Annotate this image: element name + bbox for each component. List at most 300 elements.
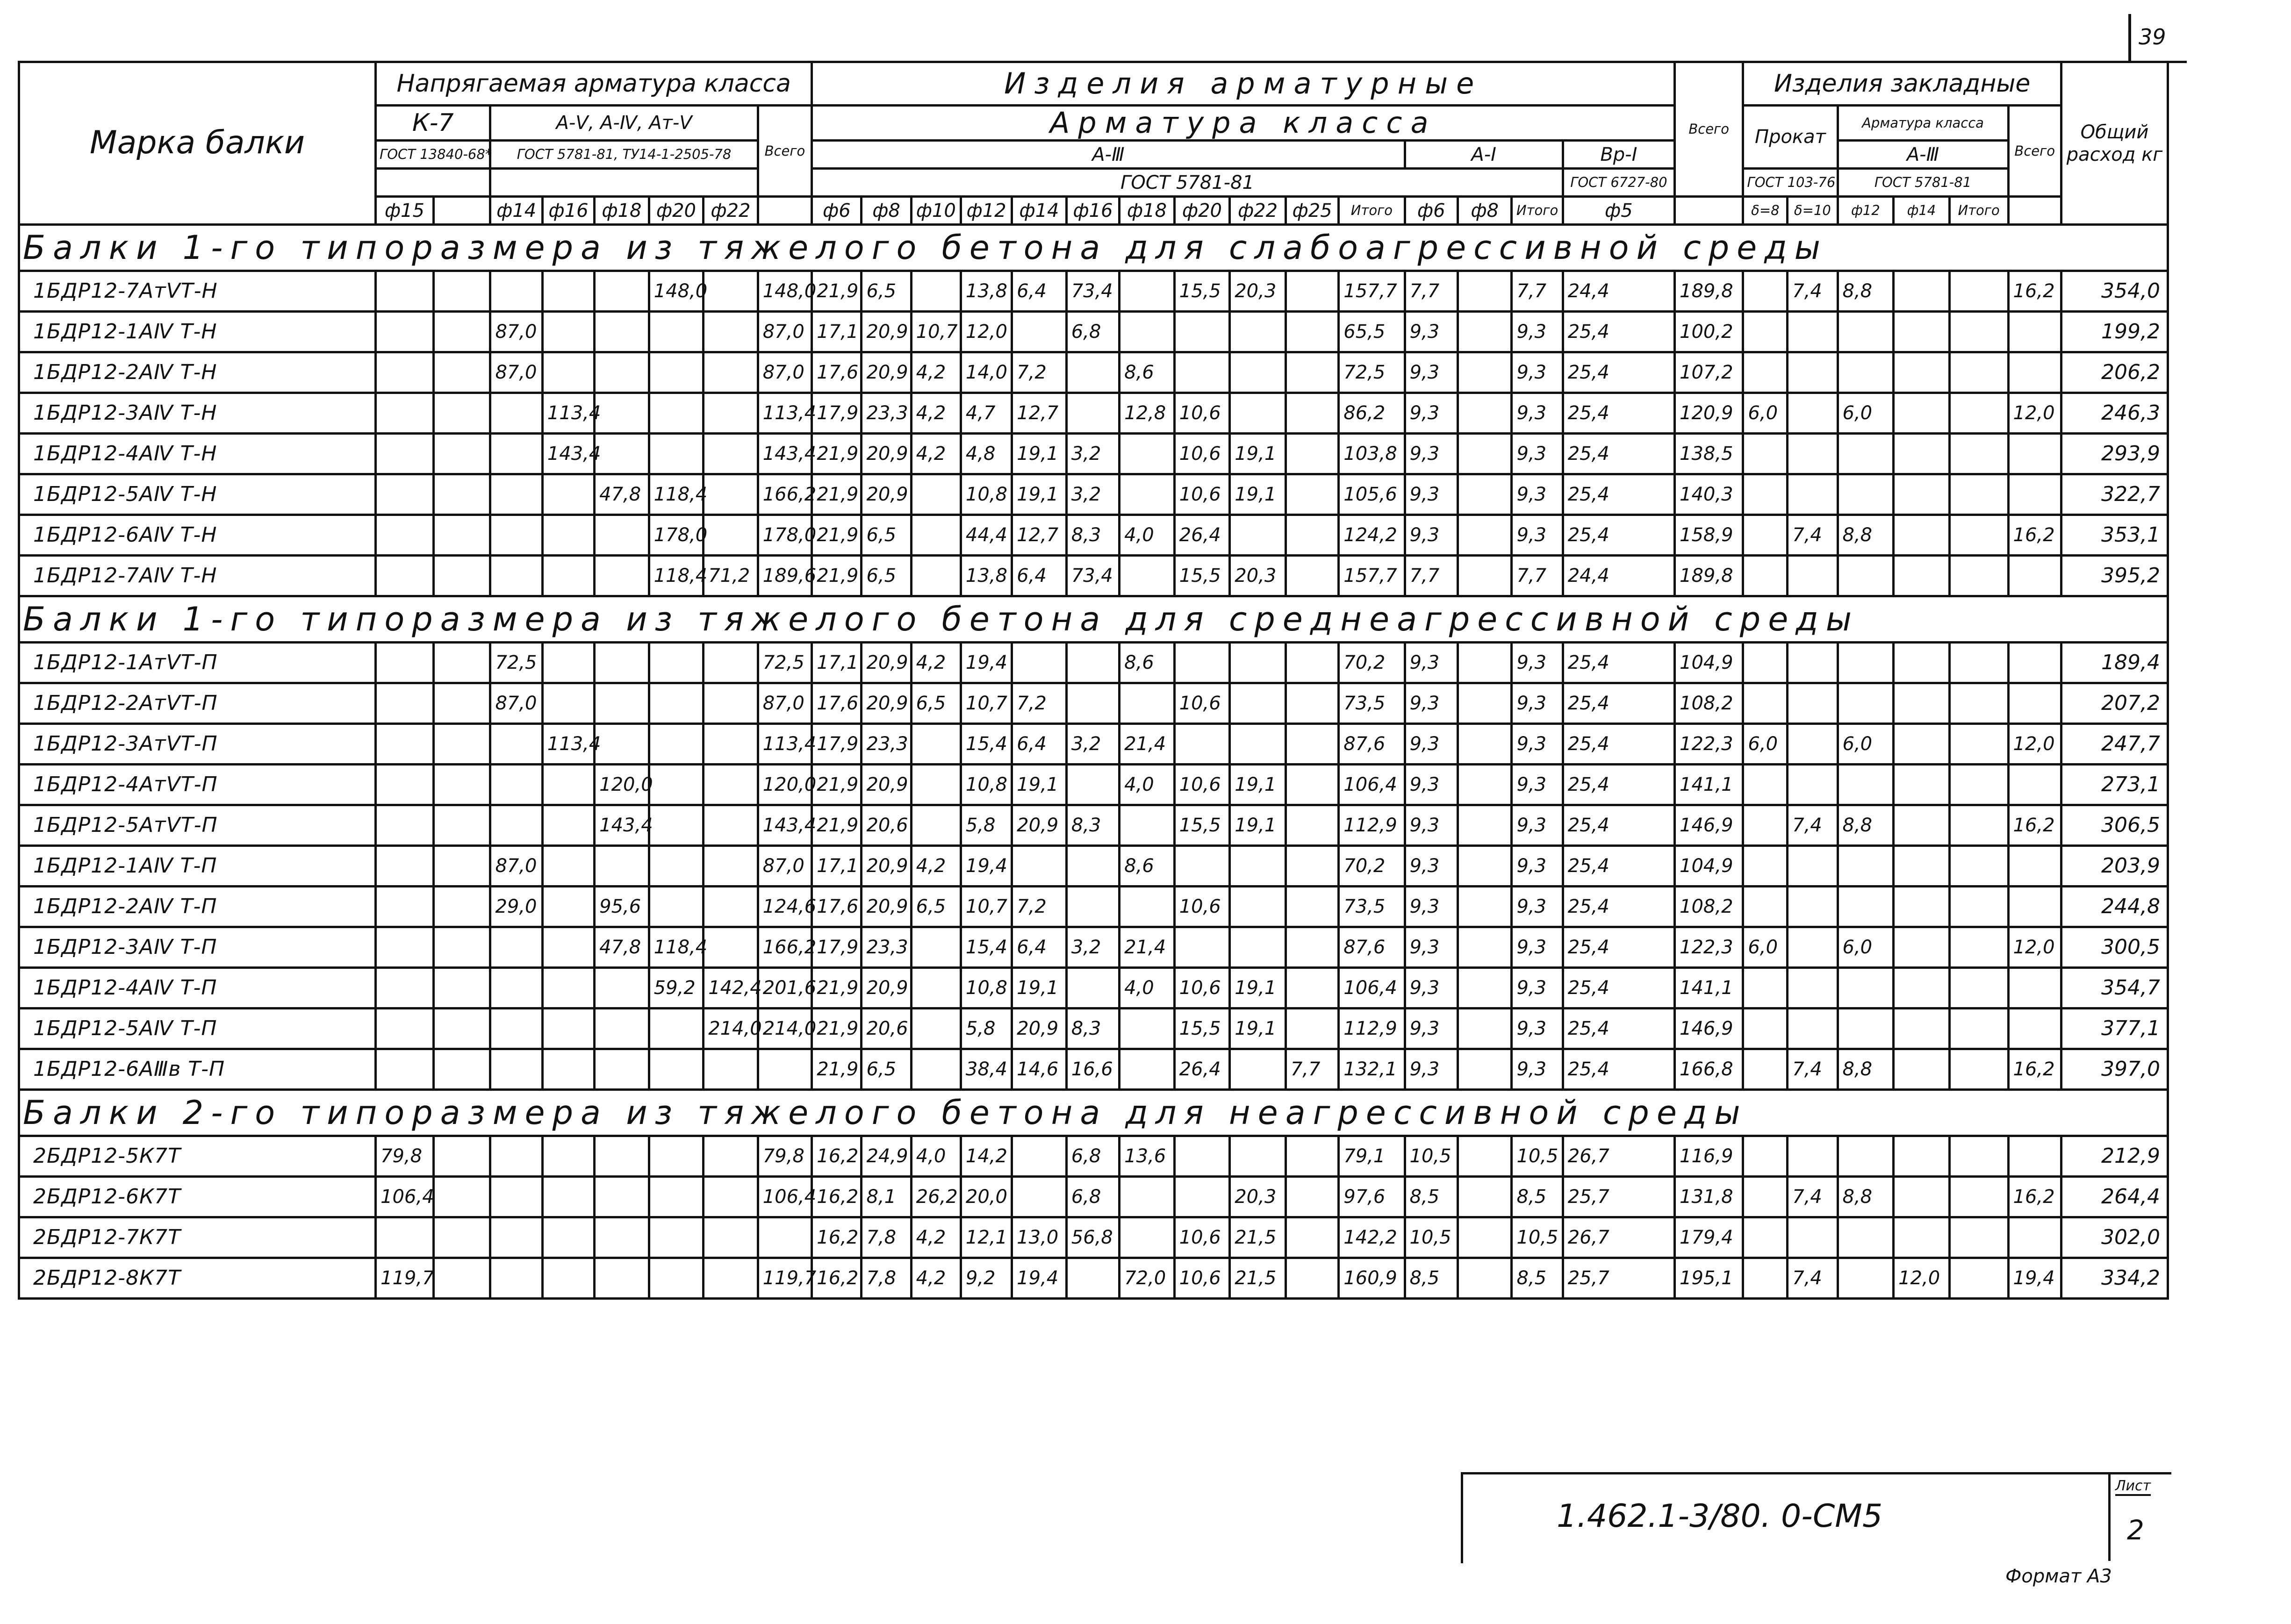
- value-cell: [1286, 1258, 1338, 1299]
- value-cell: 16,2: [2008, 1049, 2061, 1090]
- value-cell: [490, 1177, 542, 1217]
- value-cell: [376, 434, 434, 474]
- value-cell: 9,3: [1405, 393, 1458, 434]
- value-cell: 16,6: [1066, 1049, 1119, 1090]
- value-cell: 20,9: [862, 887, 911, 927]
- value-cell: [1788, 927, 1838, 968]
- value-cell: [1743, 1049, 1788, 1090]
- value-cell: [1894, 765, 1950, 805]
- value-cell: 19,4: [2008, 1258, 2061, 1299]
- value-cell: 21,4: [1120, 927, 1175, 968]
- value-cell: [376, 271, 434, 312]
- value-cell: 106,4: [758, 1177, 812, 1217]
- value-cell: 97,6: [1339, 1177, 1405, 1217]
- header-a-classes: А-Ⅴ, А-Ⅳ, Ат-Ⅴ: [490, 106, 758, 141]
- value-cell: 24,4: [1563, 271, 1674, 312]
- table-row: [19, 683, 2168, 724]
- header-gost-5781-zakl: ГОСТ 5781-81: [1838, 169, 2008, 197]
- total-cell: 377,1: [2061, 1009, 2168, 1049]
- value-cell: [1120, 1177, 1175, 1217]
- header-b8: δ=8: [1743, 197, 1788, 225]
- value-cell: 9,3: [1512, 312, 1563, 352]
- value-cell: [704, 805, 758, 846]
- header-gost-k7-spacer: [376, 169, 490, 197]
- value-cell: [1894, 312, 1950, 352]
- value-cell: 4,2: [911, 434, 961, 474]
- value-cell: 21,9: [812, 515, 862, 556]
- value-cell: [1838, 434, 1894, 474]
- value-cell: [2008, 474, 2061, 515]
- value-cell: [1286, 968, 1338, 1009]
- value-cell: [1286, 434, 1338, 474]
- value-cell: [2008, 683, 2061, 724]
- value-cell: 3,2: [1066, 724, 1119, 765]
- value-cell: 4,2: [911, 1217, 961, 1258]
- value-cell: [1286, 765, 1338, 805]
- value-cell: 25,4: [1563, 312, 1674, 352]
- value-cell: [1838, 1258, 1894, 1299]
- value-cell: 87,0: [758, 846, 812, 887]
- value-cell: 12,0: [2008, 393, 2061, 434]
- value-cell: 8,8: [1838, 1177, 1894, 1217]
- value-cell: 9,3: [1405, 887, 1458, 927]
- value-cell: 201,6: [758, 968, 812, 1009]
- value-cell: [649, 1217, 704, 1258]
- value-cell: 4,8: [961, 434, 1012, 474]
- value-cell: 23,3: [862, 393, 911, 434]
- value-cell: 25,4: [1563, 643, 1674, 683]
- value-cell: 9,3: [1405, 927, 1458, 968]
- value-cell: 9,3: [1405, 968, 1458, 1009]
- value-cell: [433, 805, 490, 846]
- value-cell: [376, 352, 434, 393]
- value-cell: [704, 1258, 758, 1299]
- value-cell: 4,2: [911, 352, 961, 393]
- value-cell: 112,9: [1339, 1009, 1405, 1049]
- value-cell: [1458, 1049, 1511, 1090]
- value-cell: 29,0: [490, 887, 542, 927]
- value-cell: 9,3: [1512, 887, 1563, 927]
- value-cell: 20,9: [862, 643, 911, 683]
- value-cell: 25,4: [1563, 765, 1674, 805]
- beam-mark: 1БДР12-4АⅣ Т-П: [19, 968, 376, 1009]
- header-d22p: ф22: [704, 197, 758, 225]
- value-cell: 6,0: [1838, 927, 1894, 968]
- value-cell: [758, 1217, 812, 1258]
- value-cell: 7,8: [862, 1258, 911, 1299]
- table-row: [19, 515, 2168, 556]
- value-cell: [433, 1136, 490, 1177]
- value-cell: 7,4: [1788, 1258, 1838, 1299]
- value-cell: [542, 643, 594, 683]
- value-cell: [1012, 312, 1067, 352]
- value-cell: [1286, 643, 1338, 683]
- value-cell: 9,3: [1512, 434, 1563, 474]
- value-cell: [1120, 887, 1175, 927]
- value-cell: [911, 1009, 961, 1049]
- value-cell: 23,3: [862, 724, 911, 765]
- value-cell: 143,4: [758, 805, 812, 846]
- value-cell: [1458, 1177, 1511, 1217]
- value-cell: [1949, 643, 2008, 683]
- value-cell: [649, 393, 704, 434]
- value-cell: 10,6: [1174, 887, 1230, 927]
- value-cell: 20,9: [862, 765, 911, 805]
- value-cell: [542, 887, 594, 927]
- value-cell: [2008, 1009, 2061, 1049]
- header-d12z: ф12: [1838, 197, 1894, 225]
- total-cell: 212,9: [2061, 1136, 2168, 1177]
- value-cell: 132,1: [1339, 1049, 1405, 1090]
- value-cell: [1458, 352, 1511, 393]
- table-row: [19, 968, 2168, 1009]
- header-obshiy: Общий расход кг: [2061, 62, 2168, 225]
- value-cell: 87,0: [758, 312, 812, 352]
- value-cell: [1838, 556, 1894, 596]
- value-cell: [1838, 1136, 1894, 1177]
- value-cell: 7,4: [1788, 805, 1838, 846]
- value-cell: [1838, 474, 1894, 515]
- value-cell: [433, 765, 490, 805]
- header-marka: Марка балки: [19, 62, 376, 225]
- value-cell: [1458, 1258, 1511, 1299]
- value-cell: 9,3: [1512, 805, 1563, 846]
- value-cell: [1788, 846, 1838, 887]
- value-cell: [490, 271, 542, 312]
- value-cell: [595, 556, 649, 596]
- value-cell: [433, 352, 490, 393]
- beam-mark: 1БДР12-6АⅣ Т-Н: [19, 515, 376, 556]
- value-cell: 25,7: [1563, 1177, 1674, 1217]
- value-cell: [1838, 643, 1894, 683]
- value-cell: [1012, 1136, 1067, 1177]
- value-cell: 9,3: [1512, 1009, 1563, 1049]
- value-cell: [1788, 643, 1838, 683]
- value-cell: 138,5: [1675, 434, 1743, 474]
- value-cell: 15,5: [1174, 271, 1230, 312]
- value-cell: 6,5: [862, 556, 911, 596]
- table-row: [19, 271, 2168, 312]
- table-row: [19, 927, 2168, 968]
- value-cell: [1949, 683, 2008, 724]
- value-cell: [376, 1217, 434, 1258]
- value-cell: 25,4: [1563, 724, 1674, 765]
- value-cell: [1838, 887, 1894, 927]
- value-cell: 12,7: [1012, 393, 1067, 434]
- beam-mark: 1БДР12-7АтⅤТ-Н: [19, 271, 376, 312]
- header-armatura-klassa: Арматура класса: [812, 106, 1675, 141]
- value-cell: [1743, 271, 1788, 312]
- value-cell: [1949, 887, 2008, 927]
- value-cell: 143,4: [542, 434, 594, 474]
- value-cell: 9,3: [1405, 643, 1458, 683]
- value-cell: 6,4: [1012, 724, 1067, 765]
- value-cell: 4,0: [1120, 515, 1175, 556]
- value-cell: [1286, 846, 1338, 887]
- value-cell: [704, 1177, 758, 1217]
- value-cell: 10,5: [1512, 1136, 1563, 1177]
- value-cell: [1788, 556, 1838, 596]
- value-cell: [704, 474, 758, 515]
- value-cell: 10,6: [1174, 393, 1230, 434]
- value-cell: [490, 1009, 542, 1049]
- value-cell: [490, 1217, 542, 1258]
- value-cell: [1066, 643, 1119, 683]
- value-cell: 9,3: [1405, 352, 1458, 393]
- value-cell: [649, 352, 704, 393]
- value-cell: [1230, 1136, 1286, 1177]
- value-cell: [1120, 556, 1175, 596]
- value-cell: [1174, 643, 1230, 683]
- value-cell: [1894, 1217, 1950, 1258]
- value-cell: 20,9: [862, 683, 911, 724]
- value-cell: [1066, 683, 1119, 724]
- value-cell: 8,3: [1066, 1009, 1119, 1049]
- value-cell: 9,3: [1405, 724, 1458, 765]
- value-cell: [1838, 1009, 1894, 1049]
- value-cell: 10,6: [1174, 1217, 1230, 1258]
- header-d6a1: ф6: [1405, 197, 1458, 225]
- value-cell: [595, 1136, 649, 1177]
- header-gost-6727: ГОСТ 6727-80: [1563, 169, 1674, 197]
- value-cell: [433, 515, 490, 556]
- value-cell: [649, 1258, 704, 1299]
- value-cell: [1120, 271, 1175, 312]
- value-cell: [542, 846, 594, 887]
- value-cell: 21,4: [1120, 724, 1175, 765]
- value-cell: [1743, 556, 1788, 596]
- value-cell: [433, 1217, 490, 1258]
- value-cell: [1286, 1177, 1338, 1217]
- value-cell: 87,0: [758, 352, 812, 393]
- value-cell: 13,8: [961, 556, 1012, 596]
- specification-table: [18, 61, 2169, 1300]
- value-cell: 146,9: [1675, 1009, 1743, 1049]
- value-cell: 7,4: [1788, 271, 1838, 312]
- value-cell: [542, 683, 594, 724]
- value-cell: 14,0: [961, 352, 1012, 393]
- value-cell: 158,9: [1675, 515, 1743, 556]
- value-cell: 140,3: [1675, 474, 1743, 515]
- value-cell: 6,5: [911, 683, 961, 724]
- value-cell: [1743, 1258, 1788, 1299]
- value-cell: 21,9: [812, 968, 862, 1009]
- value-cell: 120,0: [595, 765, 649, 805]
- value-cell: [1949, 805, 2008, 846]
- value-cell: [1788, 683, 1838, 724]
- value-cell: 20,9: [862, 312, 911, 352]
- value-cell: 9,3: [1512, 393, 1563, 434]
- value-cell: [433, 1177, 490, 1217]
- value-cell: 8,1: [862, 1177, 911, 1217]
- value-cell: [542, 556, 594, 596]
- value-cell: 6,5: [862, 271, 911, 312]
- value-cell: 10,6: [1174, 683, 1230, 724]
- value-cell: [704, 724, 758, 765]
- value-cell: 189,8: [1675, 556, 1743, 596]
- value-cell: 7,2: [1012, 887, 1067, 927]
- value-cell: 17,6: [812, 887, 862, 927]
- value-cell: [911, 724, 961, 765]
- value-cell: 10,6: [1174, 434, 1230, 474]
- value-cell: 166,2: [758, 474, 812, 515]
- value-cell: 106,4: [1339, 765, 1405, 805]
- header-d5: ф5: [1563, 197, 1674, 225]
- header-d15: ф15: [376, 197, 434, 225]
- value-cell: 10,6: [1174, 1258, 1230, 1299]
- value-cell: 113,4: [758, 393, 812, 434]
- header-empty: [2008, 197, 2061, 225]
- value-cell: [542, 805, 594, 846]
- value-cell: [1458, 765, 1511, 805]
- header-d14: ф14: [1012, 197, 1067, 225]
- value-cell: [1286, 927, 1338, 968]
- value-cell: [1174, 724, 1230, 765]
- value-cell: [490, 724, 542, 765]
- total-cell: 354,0: [2061, 271, 2168, 312]
- value-cell: 26,2: [911, 1177, 961, 1217]
- total-cell: 395,2: [2061, 556, 2168, 596]
- value-cell: [490, 1049, 542, 1090]
- value-cell: 19,1: [1230, 765, 1286, 805]
- value-cell: 16,2: [2008, 805, 2061, 846]
- value-cell: 19,1: [1230, 805, 1286, 846]
- value-cell: [1230, 846, 1286, 887]
- value-cell: 25,4: [1563, 515, 1674, 556]
- value-cell: [1286, 1136, 1338, 1177]
- value-cell: 19,1: [1012, 765, 1067, 805]
- value-cell: [1949, 1217, 2008, 1258]
- value-cell: 7,7: [1286, 1049, 1338, 1090]
- value-cell: 214,0: [704, 1009, 758, 1049]
- value-cell: 21,9: [812, 556, 862, 596]
- value-cell: [911, 1049, 961, 1090]
- value-cell: 120,9: [1675, 393, 1743, 434]
- table-row: [19, 805, 2168, 846]
- value-cell: 6,0: [1838, 724, 1894, 765]
- value-cell: 15,5: [1174, 1009, 1230, 1049]
- value-cell: 8,6: [1120, 643, 1175, 683]
- value-cell: [1458, 1217, 1511, 1258]
- value-cell: 19,4: [1012, 1258, 1067, 1299]
- value-cell: 72,5: [758, 643, 812, 683]
- value-cell: 116,9: [1675, 1136, 1743, 1177]
- value-cell: [2008, 312, 2061, 352]
- value-cell: [704, 765, 758, 805]
- header-d12: ф12: [961, 197, 1012, 225]
- table-row: [19, 1258, 2168, 1299]
- value-cell: 8,3: [1066, 805, 1119, 846]
- header-d14z: ф14: [1894, 197, 1950, 225]
- value-cell: 87,0: [758, 683, 812, 724]
- value-cell: [1230, 643, 1286, 683]
- value-cell: [595, 846, 649, 887]
- value-cell: [1286, 1009, 1338, 1049]
- value-cell: 106,4: [1339, 968, 1405, 1009]
- value-cell: 25,4: [1563, 846, 1674, 887]
- value-cell: [376, 805, 434, 846]
- value-cell: 157,7: [1339, 271, 1405, 312]
- value-cell: 25,4: [1563, 352, 1674, 393]
- value-cell: [1949, 271, 2008, 312]
- value-cell: [1743, 643, 1788, 683]
- value-cell: 4,0: [1120, 968, 1175, 1009]
- value-cell: [542, 1258, 594, 1299]
- value-cell: 118,4: [649, 927, 704, 968]
- value-cell: [1894, 805, 1950, 846]
- value-cell: [1458, 393, 1511, 434]
- value-cell: 19,1: [1230, 434, 1286, 474]
- value-cell: [595, 434, 649, 474]
- value-cell: 104,9: [1675, 643, 1743, 683]
- value-cell: [2008, 434, 2061, 474]
- value-cell: 20,9: [862, 846, 911, 887]
- value-cell: [1949, 1136, 2008, 1177]
- value-cell: 8,5: [1512, 1258, 1563, 1299]
- value-cell: [1286, 887, 1338, 927]
- value-cell: 44,4: [961, 515, 1012, 556]
- header-gost-5781: ГОСТ 5781-81: [812, 169, 1563, 197]
- value-cell: [1286, 805, 1338, 846]
- value-cell: 15,5: [1174, 805, 1230, 846]
- header-empty: [433, 197, 490, 225]
- value-cell: [1788, 1009, 1838, 1049]
- value-cell: [1894, 643, 1950, 683]
- header-d8a1: ф8: [1458, 197, 1511, 225]
- header-d16: ф16: [1066, 197, 1119, 225]
- header-d10: ф10: [911, 197, 961, 225]
- value-cell: [542, 927, 594, 968]
- value-cell: 178,0: [758, 515, 812, 556]
- value-cell: [1286, 724, 1338, 765]
- value-cell: 8,5: [1512, 1177, 1563, 1217]
- value-cell: 87,0: [490, 683, 542, 724]
- value-cell: [1286, 271, 1338, 312]
- value-cell: 12,0: [961, 312, 1012, 352]
- value-cell: [542, 515, 594, 556]
- value-cell: 4,0: [911, 1136, 961, 1177]
- value-cell: [649, 434, 704, 474]
- value-cell: [1788, 1217, 1838, 1258]
- value-cell: [433, 1049, 490, 1090]
- value-cell: 6,8: [1066, 312, 1119, 352]
- value-cell: 79,8: [758, 1136, 812, 1177]
- beam-mark: 1БДР12-2АⅣ Т-Н: [19, 352, 376, 393]
- header-gost-103: ГОСТ 103-76: [1743, 169, 1838, 197]
- value-cell: 4,2: [911, 1258, 961, 1299]
- total-cell: 397,0: [2061, 1049, 2168, 1090]
- value-cell: [649, 312, 704, 352]
- value-cell: [1743, 474, 1788, 515]
- value-cell: 9,3: [1512, 968, 1563, 1009]
- value-cell: [490, 434, 542, 474]
- value-cell: 19,1: [1012, 434, 1067, 474]
- value-cell: 21,5: [1230, 1258, 1286, 1299]
- value-cell: [376, 556, 434, 596]
- value-cell: 79,1: [1339, 1136, 1405, 1177]
- value-cell: [704, 887, 758, 927]
- header-gost-k7: ГОСТ 13840-68*: [376, 141, 490, 169]
- header-empty: [1675, 197, 1743, 225]
- value-cell: 20,3: [1230, 556, 1286, 596]
- value-cell: [704, 1136, 758, 1177]
- value-cell: [704, 683, 758, 724]
- value-cell: [1788, 765, 1838, 805]
- value-cell: 10,7: [961, 887, 1012, 927]
- header-itogo-a1: Итого: [1512, 197, 1563, 225]
- value-cell: [433, 1258, 490, 1299]
- value-cell: 16,2: [812, 1136, 862, 1177]
